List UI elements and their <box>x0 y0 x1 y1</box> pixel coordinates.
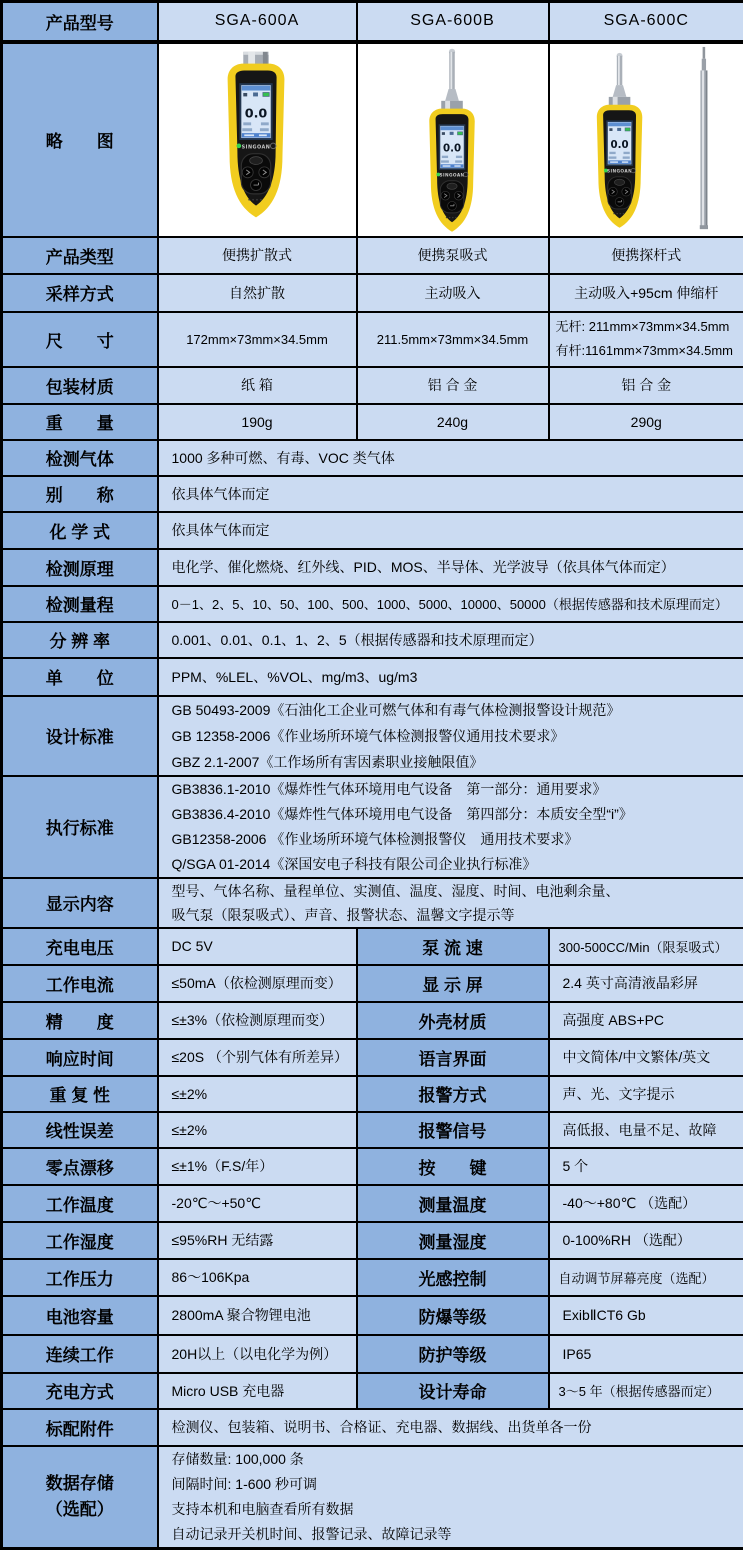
charging-method-value: Micro USB 充电器 <box>158 1373 357 1409</box>
row-label-resolution: 分 辨 率 <box>2 622 158 658</box>
row-label-continuous-operation: 连续工作 <box>2 1335 158 1373</box>
speaker-icon <box>610 128 613 131</box>
table-row <box>2 1112 743 1148</box>
table-row <box>2 274 743 312</box>
table-row <box>2 312 743 367</box>
speaker-icon <box>243 92 247 95</box>
brand-label: SINGOAN <box>607 168 632 174</box>
display-screen-value: 2.4 英寸高清液晶彩屏 <box>549 965 743 1002</box>
table-row <box>2 1148 743 1185</box>
row-label-charging-voltage: 充电电压 <box>2 928 158 965</box>
design-standard-line: GBZ 2.1-2007《工作场所有害因素职业接触限值》 <box>172 749 740 775</box>
table-row <box>2 404 743 440</box>
fan-icon <box>617 127 621 130</box>
row-label-measuring-humidity: 测量湿度 <box>357 1222 549 1259</box>
battery-capacity-value: 2800mA 聚合物锂电池 <box>158 1296 357 1335</box>
screen-reading: 0.0 <box>245 106 268 121</box>
table-row <box>2 42 743 237</box>
explosion-proof-rating-value: ExibⅡCT6 Gb <box>549 1296 743 1335</box>
device-image-sga600c <box>549 42 743 237</box>
row-label-detected-gases: 检测气体 <box>2 440 158 476</box>
table-row <box>2 586 743 622</box>
row-label-design-standards: 设计标准 <box>2 696 158 776</box>
packaging-c: 铝 合 金 <box>549 367 743 404</box>
table-row <box>2 512 743 549</box>
response-time-value: ≤20S （个别气体有所差异） <box>158 1039 357 1076</box>
table-row <box>2 1076 743 1112</box>
device-screen <box>240 84 271 139</box>
row-label-detection-range: 检测量程 <box>2 586 158 622</box>
working-pressure-value: 86～106Kpa <box>158 1259 357 1296</box>
packaging-a: 纸 箱 <box>158 367 357 404</box>
row-label-dimensions: 尺 寸 <box>2 312 158 367</box>
linearity-error-value: ≤±2% <box>158 1112 357 1148</box>
table-row <box>2 1222 743 1259</box>
row-label-packaging: 包装材质 <box>2 367 158 404</box>
product-type-b: 便携泵吸式 <box>357 237 549 274</box>
dimensions-c-line1: 无杆: 211mm×73mm×34.5mm <box>556 315 743 339</box>
table-row <box>2 696 743 776</box>
continuous-operation-value: 20H以上（以电化学为例） <box>158 1335 357 1373</box>
row-label-measuring-temperature: 测量温度 <box>357 1185 549 1222</box>
sampling-c: 主动吸入+95cm 伸缩杆 <box>549 274 743 312</box>
row-label-response-time: 响应时间 <box>2 1039 158 1076</box>
table-row <box>2 1335 743 1373</box>
working-current-value: ≤50mA（依检测原理而变） <box>158 965 357 1002</box>
row-label-sampling-method: 采样方式 <box>2 274 158 312</box>
resolution-value: 0.001、0.01、0.1、1、2、5（根据传感器和技术原理而定） <box>158 622 743 658</box>
row-label-sketch: 略 图 <box>2 42 158 237</box>
alarm-signal-value: 高低报、电量不足、故障 <box>549 1112 743 1148</box>
row-label-pump-flow: 泵 流 速 <box>357 928 549 965</box>
design-standards-value <box>158 696 743 776</box>
pump-inlet-probe <box>441 48 463 113</box>
execution-standard-line: Q/SGA 01-2014《深国安电子科技有限公司企业执行标准》 <box>172 852 740 877</box>
design-standard-line: GB 50493-2009《石油化工企业可燃气体和有毒气体检测报警设计规范》 <box>172 697 740 723</box>
power-led <box>237 143 242 148</box>
sampling-a: 自然扩散 <box>158 274 357 312</box>
execution-standard-line: GB3836.4-2010《爆炸性气体环境用电气设备 第四部分：本质安全型“i”》 <box>172 802 740 827</box>
packaging-b: 铝 合 金 <box>357 367 549 404</box>
data-storage-line: 自动记录开关机时间、报警记录、故障记录等 <box>172 1522 740 1547</box>
row-label-display-screen: 显 示 屏 <box>357 965 549 1002</box>
table-row <box>2 1039 743 1076</box>
dpad-keys <box>241 153 270 193</box>
data-storage-value <box>158 1446 743 1549</box>
display-content-line: 型号、气体名称、量程单位、实测值、温度、湿度、时间、电池剩余量、 <box>172 879 740 903</box>
table-row <box>2 1296 743 1335</box>
design-standard-line: GB 12358-2006《作业场所环境气体检测报警仪通用技术要求》 <box>172 723 740 749</box>
row-label-explosion-proof-rating: 防爆等级 <box>357 1296 549 1335</box>
row-label-battery-capacity: 电池容量 <box>2 1296 158 1335</box>
row-label-alarm-mode: 报警方式 <box>357 1076 549 1112</box>
model-name-b: SGA-600B <box>357 2 549 42</box>
row-label-standard-accessories: 标配附件 <box>2 1409 158 1446</box>
row-label-chemical-formula: 化 学 式 <box>2 512 158 549</box>
dimensions-c <box>549 312 743 367</box>
row-label-units: 单 位 <box>2 658 158 696</box>
detected-gases-value: 1000 多种可燃、有毒、VOC 类气体 <box>158 440 743 476</box>
table-row <box>2 237 743 274</box>
device-image-sga600b <box>357 42 549 237</box>
product-type-a: 便携扩散式 <box>158 237 357 274</box>
table-row <box>2 1409 743 1446</box>
table-row <box>2 1185 743 1222</box>
row-label-alarm-signal: 报警信号 <box>357 1112 549 1148</box>
row-label-language: 语言界面 <box>357 1039 549 1076</box>
charging-voltage-value: DC 5V <box>158 928 357 965</box>
row-label-working-current: 工作电流 <box>2 965 158 1002</box>
telescopic-rod <box>700 46 708 228</box>
table-row <box>2 1259 743 1296</box>
table-row <box>2 965 743 1002</box>
fan-icon <box>253 92 258 96</box>
data-storage-line: 支持本机和电脑查看所有数据 <box>172 1497 740 1522</box>
units-value: PPM、%LEL、%VOL、mg/m3、ug/m3 <box>158 658 743 696</box>
table-row <box>2 1373 743 1409</box>
working-humidity-value: ≤95%RH 无结露 <box>158 1222 357 1259</box>
row-label-charging-method: 充电方式 <box>2 1373 158 1409</box>
table-row <box>2 367 743 404</box>
standard-accessories-value: 检测仪、包装箱、说明书、合格证、充电器、数据线、出货单各一份 <box>158 1409 743 1446</box>
execution-standard-line: GB12358-2006 《作业场所环境气体检测报警仪 通用技术要求》 <box>172 827 740 852</box>
detection-range-value: 0－1、2、5、10、50、100、500、1000、5000、10000、50000（根据传感器和技术原理而定） <box>158 586 743 622</box>
display-content-line: 吸气泵（限泵吸式）、声音、报警状态、温馨文字提示等 <box>172 903 740 927</box>
execution-standards-value <box>158 776 743 878</box>
sampling-b: 主动吸入 <box>357 274 549 312</box>
screen-reading: 0.0 <box>443 143 461 154</box>
light-control-value: 自动调节屏幕亮度（选配） <box>549 1259 743 1296</box>
dimensions-c-line2: 有杆:1161mm×73mm×34.5mm <box>556 339 743 363</box>
repeatability-value: ≤±2% <box>158 1076 357 1112</box>
alarm-mode-value: 声、光、文字提示 <box>549 1076 743 1112</box>
measuring-temperature-value: -40～+80℃ （选配） <box>549 1185 743 1222</box>
dimensions-b: 211.5mm×73mm×34.5mm <box>357 312 549 367</box>
alias-value: 依具体气体而定 <box>158 476 743 512</box>
row-label-light-control: 光感控制 <box>357 1259 549 1296</box>
buttons-value: 5 个 <box>549 1148 743 1185</box>
device-screen <box>607 121 632 165</box>
row-label-display-content: 显示内容 <box>2 878 158 928</box>
chemical-formula-value: 依具体气体而定 <box>158 512 743 549</box>
row-label-working-pressure: 工作压力 <box>2 1259 158 1296</box>
row-label-repeatability: 重 复 性 <box>2 1076 158 1112</box>
battery-icon <box>263 92 269 96</box>
table-row <box>2 2 743 42</box>
row-label-working-temperature: 工作温度 <box>2 1185 158 1222</box>
data-storage-label-line1: 数据存储 <box>3 1471 157 1497</box>
model-name-c: SGA-600C <box>549 2 743 42</box>
screen-reading: 0.0 <box>611 139 629 150</box>
measuring-humidity-value: 0-100%RH （选配） <box>549 1222 743 1259</box>
weight-a: 190g <box>158 404 357 440</box>
language-value: 中文简体/中文繁体/英文 <box>549 1039 743 1076</box>
pump-flow-value: 300-500CC/Min（限泵吸式） <box>549 928 743 965</box>
fan-icon <box>449 131 453 134</box>
row-label-design-life: 设计寿命 <box>357 1373 549 1409</box>
row-label-product-type: 产品类型 <box>2 237 158 274</box>
data-storage-line: 存储数量: 100,000 条 <box>172 1447 740 1472</box>
dpad-keys <box>440 180 464 212</box>
row-label-accuracy: 精 度 <box>2 1002 158 1039</box>
model-name-a: SGA-600A <box>158 2 357 42</box>
accuracy-value: ≤±3%（依检测原理而变） <box>158 1002 357 1039</box>
data-storage-line: 间隔时间: 1-600 秒可调 <box>172 1472 740 1497</box>
row-label-data-storage <box>2 1446 158 1549</box>
table-row <box>2 658 743 696</box>
row-label-linearity-error: 线性误差 <box>2 1112 158 1148</box>
brand-label: SINGOAN <box>242 144 271 150</box>
row-label-buttons: 按 键 <box>357 1148 549 1185</box>
table-row <box>2 776 743 878</box>
housing-material-value: 高强度 ABS+PC <box>549 1002 743 1039</box>
protection-rating-value: IP65 <box>549 1335 743 1373</box>
row-label-protection-rating: 防护等级 <box>357 1335 549 1373</box>
table-row <box>2 549 743 586</box>
row-label-working-humidity: 工作湿度 <box>2 1222 158 1259</box>
detection-principle-value: 电化学、催化燃烧、红外线、PID、MOS、半导体、光学波导（依具体气体而定） <box>158 549 743 586</box>
table-row <box>2 928 743 965</box>
zero-drift-value: ≤±1%（F.S/年） <box>158 1148 357 1185</box>
table-row <box>2 878 743 928</box>
battery-icon <box>625 127 630 130</box>
speaker-icon <box>441 132 444 135</box>
row-label-weight: 重 量 <box>2 404 158 440</box>
row-label-detection-principle: 检测原理 <box>2 549 158 586</box>
row-label-product-model: 产品型号 <box>2 2 158 42</box>
pump-inlet-probe <box>609 52 631 109</box>
working-temperature-value: -20℃～+50℃ <box>158 1185 357 1222</box>
device-image-sga600a <box>158 42 357 237</box>
design-life-value: 3～5 年（根据传感器而定） <box>549 1373 743 1409</box>
data-storage-label-line2: （选配） <box>3 1497 157 1523</box>
weight-b: 240g <box>357 404 549 440</box>
table-row <box>2 622 743 658</box>
table-row <box>2 440 743 476</box>
device-screen <box>439 125 464 169</box>
execution-standard-line: GB3836.1-2010《爆炸性气体环境用电气设备 第一部分：通用要求》 <box>172 777 740 802</box>
weight-c: 290g <box>549 404 743 440</box>
table-row <box>2 1446 743 1549</box>
table-row <box>2 476 743 512</box>
product-type-c: 便携探杆式 <box>549 237 743 274</box>
table-row <box>2 1002 743 1039</box>
battery-icon <box>457 131 462 134</box>
brand-label: SINGOAN <box>439 172 464 178</box>
dpad-keys <box>608 176 632 208</box>
row-label-zero-drift: 零点漂移 <box>2 1148 158 1185</box>
display-content-value <box>158 878 743 928</box>
row-label-execution-standards: 执行标准 <box>2 776 158 878</box>
row-label-housing-material: 外壳材质 <box>357 1002 549 1039</box>
dimensions-a: 172mm×73mm×34.5mm <box>158 312 357 367</box>
row-label-alias: 别 称 <box>2 476 158 512</box>
